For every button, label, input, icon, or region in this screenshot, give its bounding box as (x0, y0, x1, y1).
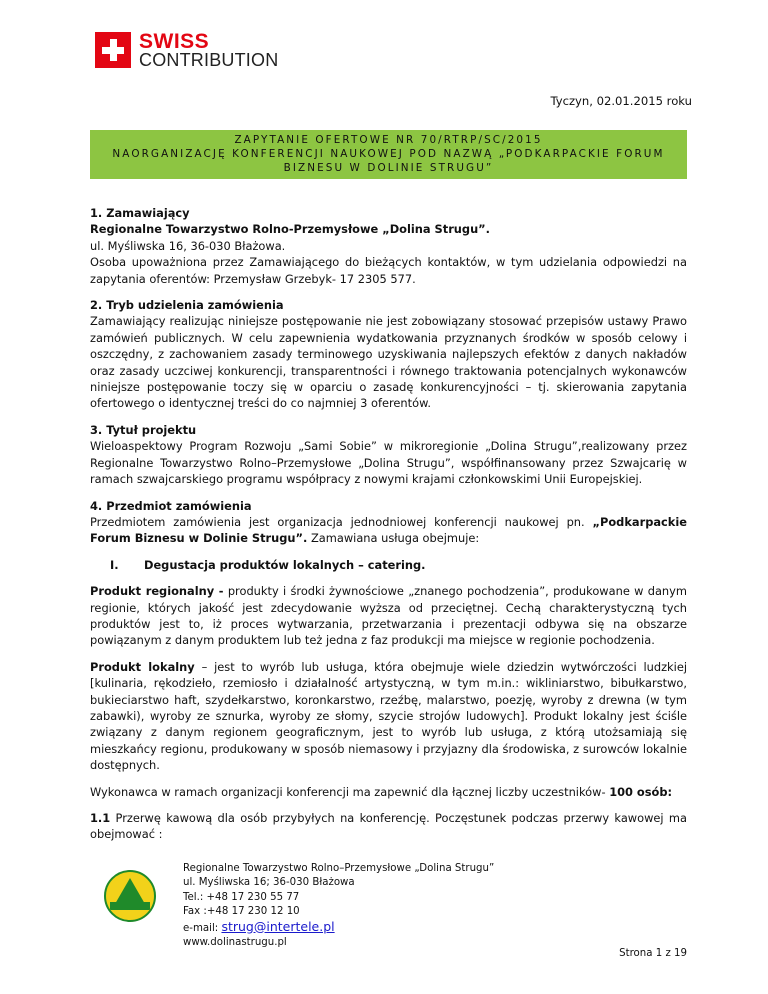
section-3-title: 3. Tytuł projektu (90, 422, 197, 437)
participant-count: 100 osób: (609, 784, 673, 799)
conference-name: „Podkarpackie Forum Biznesu w Dolinie Strugu”. (90, 514, 687, 546)
local-product-term: Produkt lokalny (90, 659, 195, 674)
local-product-body: – jest to wyrób lub usługa, która obejmuje wiele dziedzin wytwórczości ludzkiej [kulinaria, rękodzieło, rzemiosło i działalność artystyczną, w tym m.in.: wikliniarstwo, bibułkarstwo, bukieciarstwo haft, szydełkarstwo, koronkarstwo, rzeźbę, malarstwo, poezję, wyroby z drewna (w tym zabawki), wyroby ze sznurka, wyroby ze słomy, szycie strojów ludowych]. Produkt lokalny jest ściśle związany z danym regionem geograficznym, jest to wyrób lub usługa, z którą utożsamiają się mieszkańcy regionu, produkowany w sposób niemasowy i przyjazny dla środowiska, z surowców lokalnie dostępnych. (90, 659, 687, 773)
section-4-intro-a: Przedmiotem zamówienia jest organizacja jednodniowej konferencji naukowej pn. (90, 514, 593, 529)
regional-product-definition (90, 583, 687, 649)
section-2-body: Zamawiający realizując niniejsze postępowanie nie jest zobowiązany stosować przepisów ustawy Prawo zamówień publicznych. W celu zapewnienia wydatkowania przyznanych środków w sposób celowy i oszczędny, z zachowaniem zasady terminowego uzyskiwania najlepszych efektów z danych nakładów oraz zasady uczciwej konkurencji, transparentności i równego traktowania potencjalnych wykonawców niniejsze postępowanie toczy się w oparciu o zasadę konkurencyjności – tj. skierowania zapytania ofertowego o identycznej treści do co najmniej 3 oferentów. (90, 314, 687, 411)
section-1 (90, 205, 687, 287)
page-number: Strona 1 z 19 (619, 948, 687, 959)
regional-product-body: produkty i środki żywnościowe „znanego pochodzenia”, produkowane w danym regionie, których jakość jest zdecydowanie wyższa od przeciętnej. Cechą charakterystyczną tych produktów jest to, iż proces wytwarzania, przetwarzania i prezentacji odbywa się na obszarze powiązanym z danym produktem lub też jedna z faz produkcji ma miejsce w regionie pochodzenia. (90, 584, 687, 648)
section-3-body: Wieloaspektowy Program Rozwoju „Sami Sobie” w mikroregionie „Dolina Strugu”,realizowany przez Regionalne Towarzystwo Rolno–Przemysłowe „Dolina Strugu”, współfinansowany przez Szwajcarię w ramach szwajcarskiego programu współpracy z nowymi krajami członkowskimi Unii Europejskiej. (90, 439, 687, 487)
contractor-requirement (90, 784, 687, 800)
footer-contact-block (183, 862, 494, 950)
point-1-1 (90, 810, 687, 843)
roman-numeral: I. (110, 557, 119, 572)
banner-subtitle: NAORGANIZACJĘ KONFERENCJI NAUKOWEJ POD NAZWĄ „PODKARPACKIE FORUM BIZNESU W DOLINIE STRUGU” (112, 148, 665, 174)
section-4-title: 4. Przedmiot zamówienia (90, 498, 252, 513)
point-1-1-body: Przerwę kawową dla osób przybyłych na konferencję. Poczęstunek podczas przerwy kawowej ma obejmować : (90, 811, 687, 842)
footer-tel: Tel.: +48 17 230 55 77 (183, 891, 300, 903)
banner-title: ZAPYTANIE OFERTOWE NR 70/RTRP/SC/2015 (234, 134, 543, 146)
footer-org: Regionalne Towarzystwo Rolno–Przemysłowe „Dolina Strugu” (183, 863, 495, 874)
document-body (90, 205, 687, 853)
section-4 (90, 498, 687, 547)
section-2-title: 2. Tryb udzielenia zamówienia (90, 298, 284, 313)
footer-address: ul. Myśliwska 16; 36-030 Błażowa (183, 877, 355, 889)
footer-fax: Fax :+48 17 230 12 10 (183, 906, 300, 918)
section-4-intro-c: Zamawiana usługa obejmuje: (307, 531, 480, 546)
section-3 (90, 422, 687, 488)
logo-contribution-text: CONTRIBUTION (139, 50, 279, 70)
orderer-address: ul. Myśliwska 16, 36-030 Błażowa. (90, 238, 286, 253)
section-1-title: 1. Zamawiający (90, 206, 190, 220)
email-link[interactable]: strug@intertele.pl (221, 918, 335, 934)
catering-label: Degustacja produktów lokalnych – catering. (144, 557, 426, 572)
footer-email-line (183, 920, 494, 936)
document-date: Tyczyn, 02.01.2015 roku (550, 94, 692, 108)
dolina-strugu-emblem-icon (104, 870, 156, 922)
list-item-catering (90, 557, 687, 573)
swiss-cross-icon (95, 32, 131, 68)
section-2 (90, 297, 687, 412)
footer-www: www.dolinastrugu.pl (183, 937, 287, 949)
contractor-text: Wykonawca w ramach organizacji konferencji ma zapewnić dla łącznej liczby uczestników- (90, 784, 610, 799)
swiss-contribution-logo (95, 32, 278, 70)
page-footer (90, 862, 687, 962)
title-banner (90, 130, 687, 179)
email-label: e-mail: (183, 922, 222, 934)
local-product-definition (90, 659, 687, 774)
orderer-name: Regionalne Towarzystwo Rolno-Przemysłowe „Dolina Strugu”. (90, 222, 490, 237)
regional-product-term: Produkt regionalny - (90, 584, 224, 599)
logo-swiss-text: SWISS (139, 30, 210, 53)
orderer-contact: Osoba upoważniona przez Zamawiającego do bieżących kontaktów, w tym udzielania odpowiedzi na zapytania oferentów: Przemysław Grzebyk- 17 2305 577. (90, 255, 687, 286)
point-1-1-number: 1.1 (90, 811, 111, 825)
